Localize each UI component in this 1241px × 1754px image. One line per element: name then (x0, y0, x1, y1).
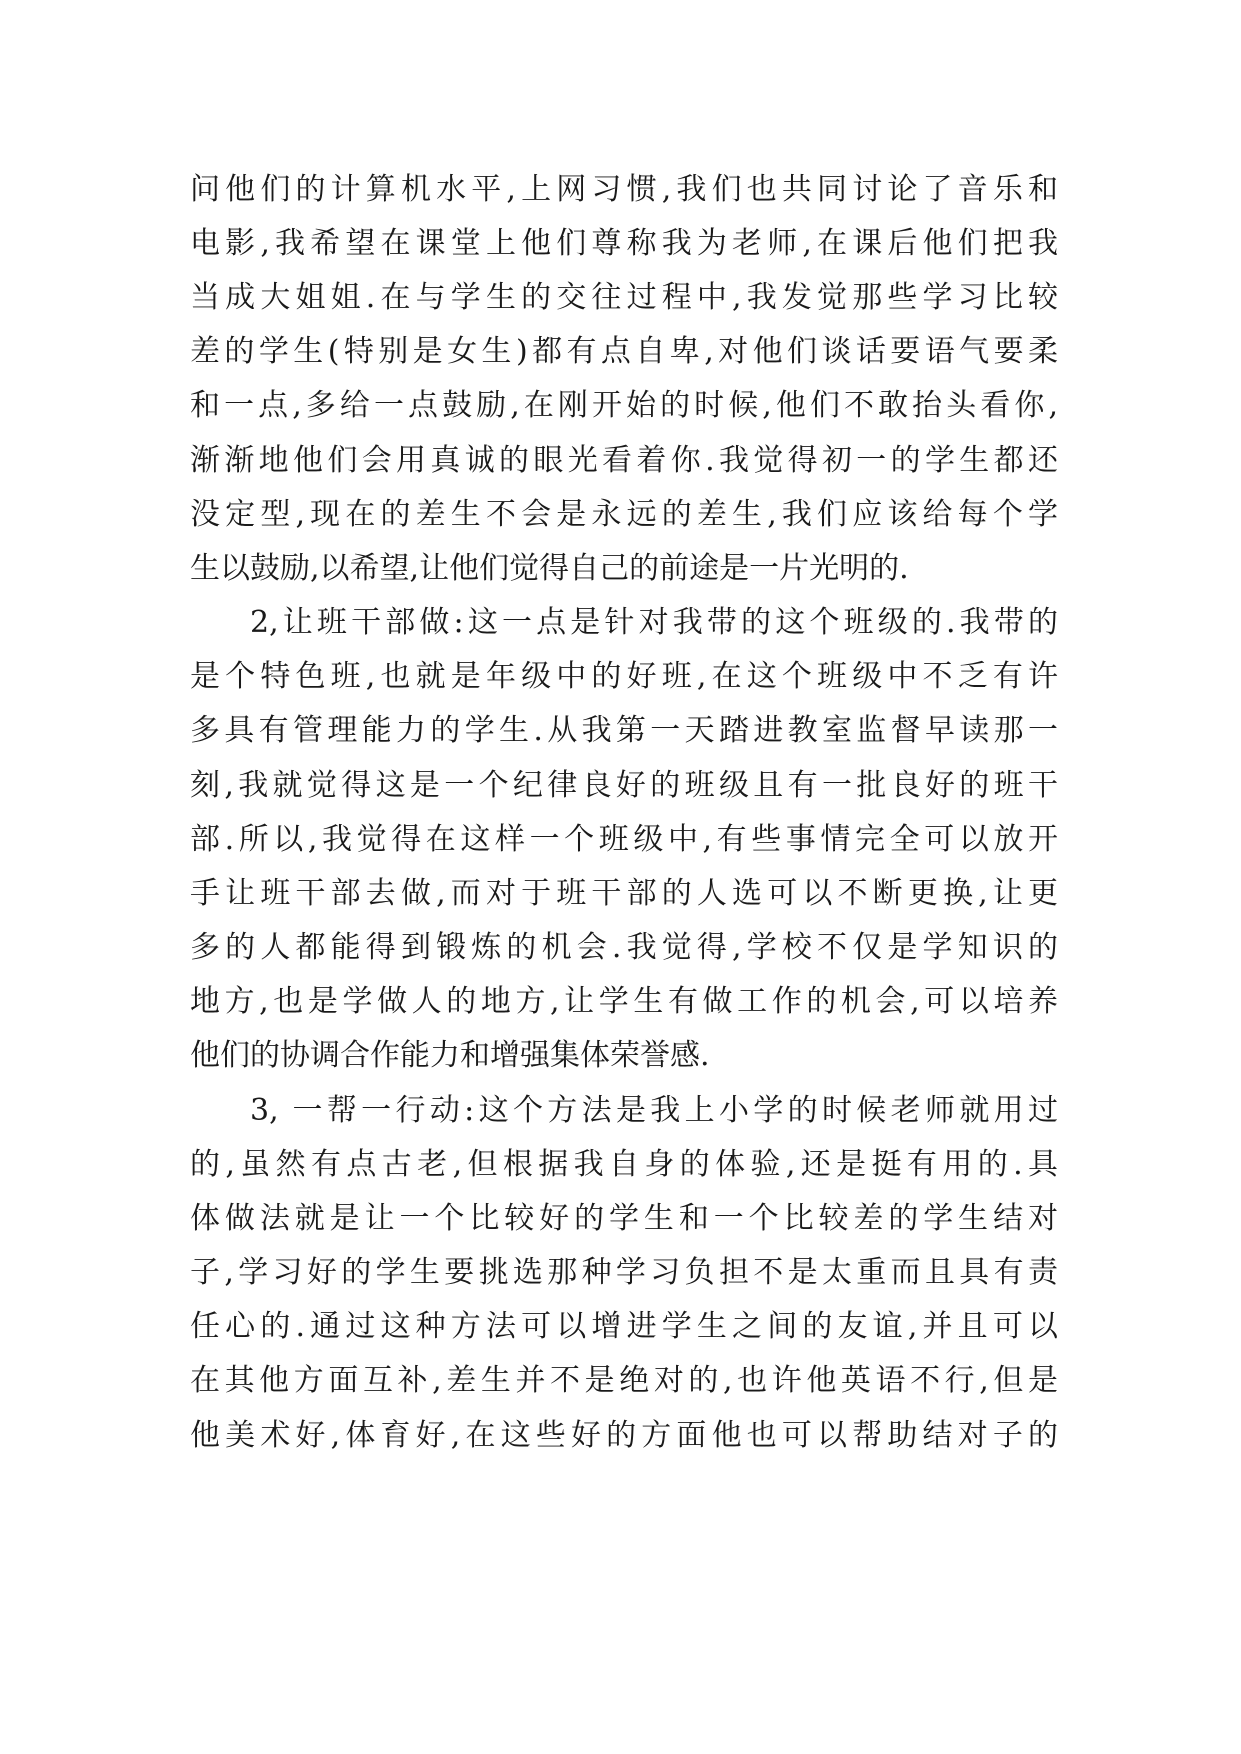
text-line: 电影,我希望在课堂上他们尊称我为老师,在课后他们把我 (190, 226, 1058, 261)
text-line: 渐渐地他们会用真诚的眼光看着你.我觉得初一的学生都还 (190, 443, 1058, 478)
text-line: 他们的协调合作能力和增强集体荣誉感. (190, 1038, 710, 1073)
text-line: 部.所以,我觉得在这样一个班级中,有些事情完全可以放开 (190, 822, 1058, 857)
text-line: 刻,我就觉得这是一个纪律良好的班级且有一批良好的班干 (190, 768, 1058, 803)
text-line: 子,学习好的学生要挑选那种学习负担不是太重而且具有责 (190, 1255, 1058, 1290)
text-line: 当成大姐姐.在与学生的交往过程中,我发觉那些学习比较 (190, 280, 1058, 315)
text-line: 是个特色班,也就是年级中的好班,在这个班级中不乏有许 (190, 659, 1058, 694)
text-line: 3, 一帮一行动:这个方法是我上小学的时候老师就用过 (250, 1093, 1058, 1128)
text-line: 多具有管理能力的学生.从我第一天踏进教室监督早读那一 (190, 713, 1058, 748)
text-line: 2,让班干部做:这一点是针对我带的这个班级的.我带的 (250, 605, 1058, 640)
text-line: 手让班干部去做,而对于班干部的人选可以不断更换,让更 (190, 876, 1058, 911)
text-line: 体做法就是让一个比较好的学生和一个比较差的学生结对 (190, 1201, 1058, 1236)
text-line: 多的人都能得到锻炼的机会.我觉得,学校不仅是学知识的 (190, 930, 1058, 965)
text-line: 和一点,多给一点鼓励,在刚开始的时候,他们不敢抬头看你, (190, 388, 1058, 423)
text-line: 生以鼓励,以希望,让他们觉得自己的前途是一片光明的. (190, 551, 909, 586)
text-line: 差的学生(特别是女生)都有点自卑,对他们谈话要语气要柔 (190, 334, 1058, 369)
text-line: 的,虽然有点古老,但根据我自身的体验,还是挺有用的.具 (190, 1147, 1058, 1182)
text-line: 地方,也是学做人的地方,让学生有做工作的机会,可以培养 (190, 984, 1058, 1019)
text-line: 没定型,现在的差生不会是永远的差生,我们应该给每个学 (190, 497, 1058, 532)
text-line: 任心的.通过这种方法可以增进学生之间的友谊,并且可以 (190, 1309, 1058, 1344)
text-line: 他美术好,体育好,在这些好的方面他也可以帮助结对子的 (190, 1418, 1058, 1453)
text-line: 在其他方面互补,差生并不是绝对的,也许他英语不行,但是 (190, 1363, 1058, 1398)
text-line: 问他们的计算机水平,上网习惯,我们也共同讨论了音乐和 (190, 172, 1058, 207)
